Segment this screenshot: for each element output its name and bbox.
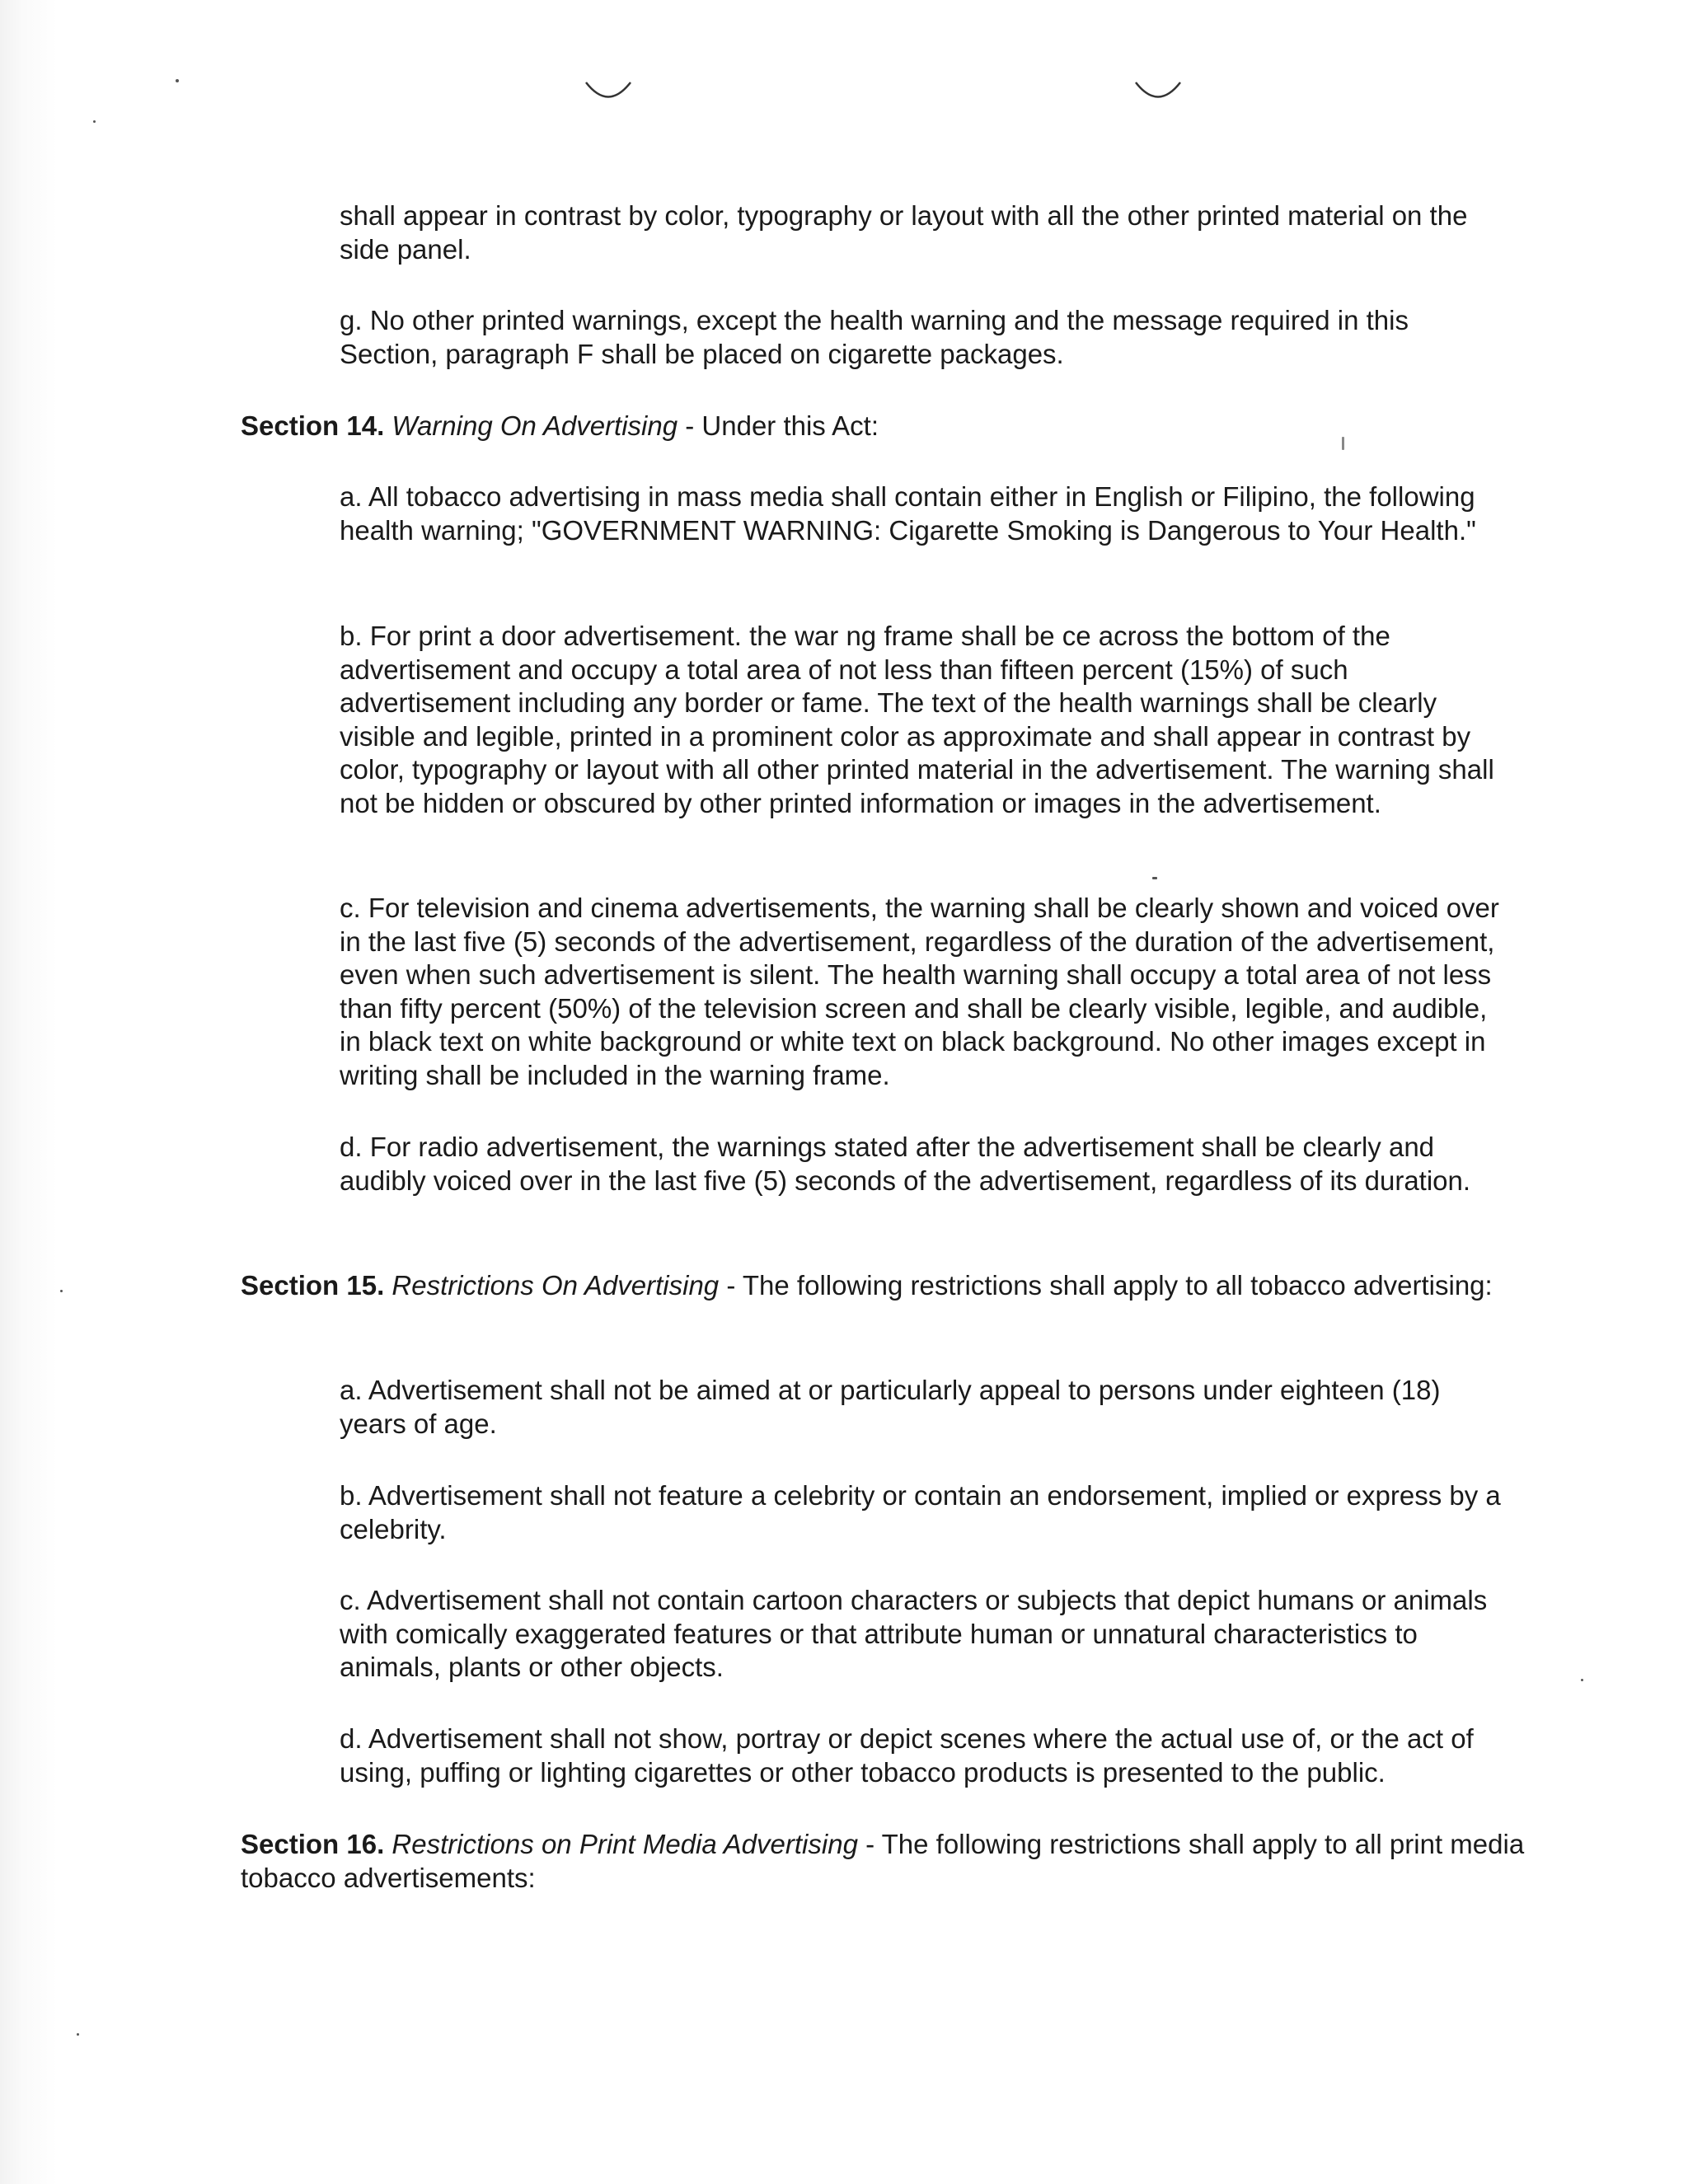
section-16-rest: - The following restrictions shall apply to all print media tobacco advertisements: [241,1829,1525,1893]
section-15-item-b: b. Advertisement shall not feature a celebrity or contain an endorsement, implied or express by a celebrity. [340,1480,1501,1544]
paragraph-f-continued: shall appear in contrast by color, typography or layout with all the other printed material on the side panel. [340,200,1468,265]
scan-speck [176,79,179,82]
section-15-number: Section 15. [241,1270,385,1301]
section-14-number: Section 14. [241,410,385,441]
section-15-item-a: a. Advertisement shall not be aimed at or particularly appeal to persons under eighteen (18) years of age. [340,1375,1441,1439]
section-15-item-c: c. Advertisement shall not contain cartoon characters or subjects that depict humans or animals with comically exaggerated features or that attribute human or unnatural characteristics to animals, plants or other objects. [340,1585,1488,1682]
scan-speck [77,2033,79,2036]
section-14-item-b: b. For print a door advertisement. the war ng frame shall be ce across the bottom of the advertisement and occupy a total area of not less than fifteen percent (15%) of such advertisement including any border or fame. The text of the health warnings shall be clearly visible and legible, printed in a prominent color as approximate and shall appear in contrast by color, typography or layout with all other printed material in the advertisement. The warning shall not be hidden or obscured by other printed information or images in the advertisement. [340,621,1494,818]
section-16-title: Restrictions on Print Media Advertising [392,1829,858,1859]
section-15-rest: - The following restrictions shall apply to all tobacco advertising: [719,1270,1493,1301]
section-15-heading [241,1269,1526,1303]
section-16-heading [241,1828,1526,1895]
section-14-item-d: d. For radio advertisement, the warnings stated after the advertisement shall be clearly and audibly voiced over in the last five (5) seconds of the advertisement, regardless of its duration. [340,1132,1471,1196]
binder-hole-right [1129,49,1187,107]
section-15-item-d: d. Advertisement shall not show, portray or depict scenes where the actual use of, or the act of using, puffing or lighting cigarettes or other tobacco products is presented to the public. [340,1723,1474,1788]
scan-speck [1152,877,1157,879]
section-14-heading [241,410,1526,443]
scan-speck [93,120,96,123]
section-16-number: Section 16. [241,1829,385,1859]
section-14-title: Warning On Advertising [392,410,678,441]
section-15-title: Restrictions On Advertising [392,1270,720,1301]
scan-speck [60,1290,63,1292]
section-14-item-c: c. For television and cinema advertisements, the warning shall be clearly shown and voiced over in the last five (5) seconds of the advertisement, regardless of the duration of the advertisement, even when such advertisement is silent. The health warning shall occupy a total area of not less than fifty percent (50%) of the television screen and shall be clearly visible, legible, and audible, in black text on white background or white text on black background. No other images except in writing shall be included in the warning frame. [340,893,1499,1090]
section-14-item-a: a. All tobacco advertising in mass media shall contain either in English or Filipino, the following health warning; "GOVERNMENT WARNING: Cigarette Smoking is Dangerous to Your Health." [340,481,1476,546]
binder-hole-left [579,49,637,107]
scan-speck [1581,1679,1583,1681]
scan-edge-shadow [0,0,58,2184]
paragraph-g: g. No other printed warnings, except the health warning and the message required in this Section, paragraph F shall be placed on cigarette packages. [340,305,1409,369]
section-14-rest: - Under this Act: [678,410,879,441]
